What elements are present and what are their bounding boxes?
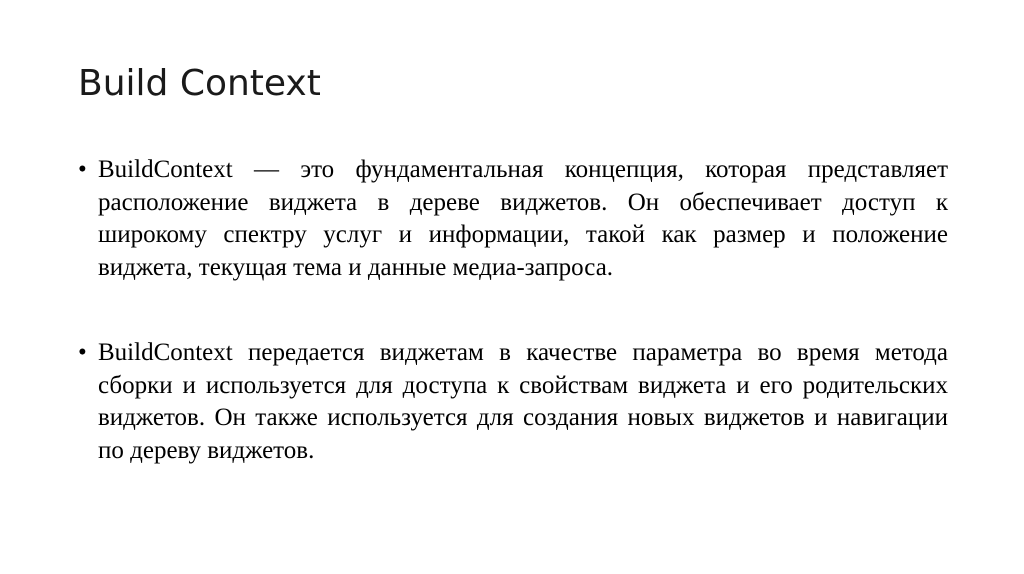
bullet-text: BuildContext — это фундаментальная концепция, которая представляет расположение виджета в дереве виджетов. Он обеспечивает доступ к широкому спектру услуг и информации, такой как размер и положение виджета, текущая тема и данные медиа-запроса. xyxy=(98,156,948,281)
bullet-marker: • xyxy=(78,156,87,183)
bullet-list xyxy=(78,154,948,467)
bullet-text: BuildContext передается виджетам в качестве параметра во время метода сборки и используется для доступа к свойствам виджета и его родительских виджетов. Он также используется для создания новых виджетов и навигации по дереву виджетов. xyxy=(98,339,948,464)
slide-title: Build Context xyxy=(78,63,321,104)
bullet-marker: • xyxy=(78,339,87,366)
bullet-item xyxy=(78,154,948,284)
bullet-item xyxy=(78,337,948,467)
